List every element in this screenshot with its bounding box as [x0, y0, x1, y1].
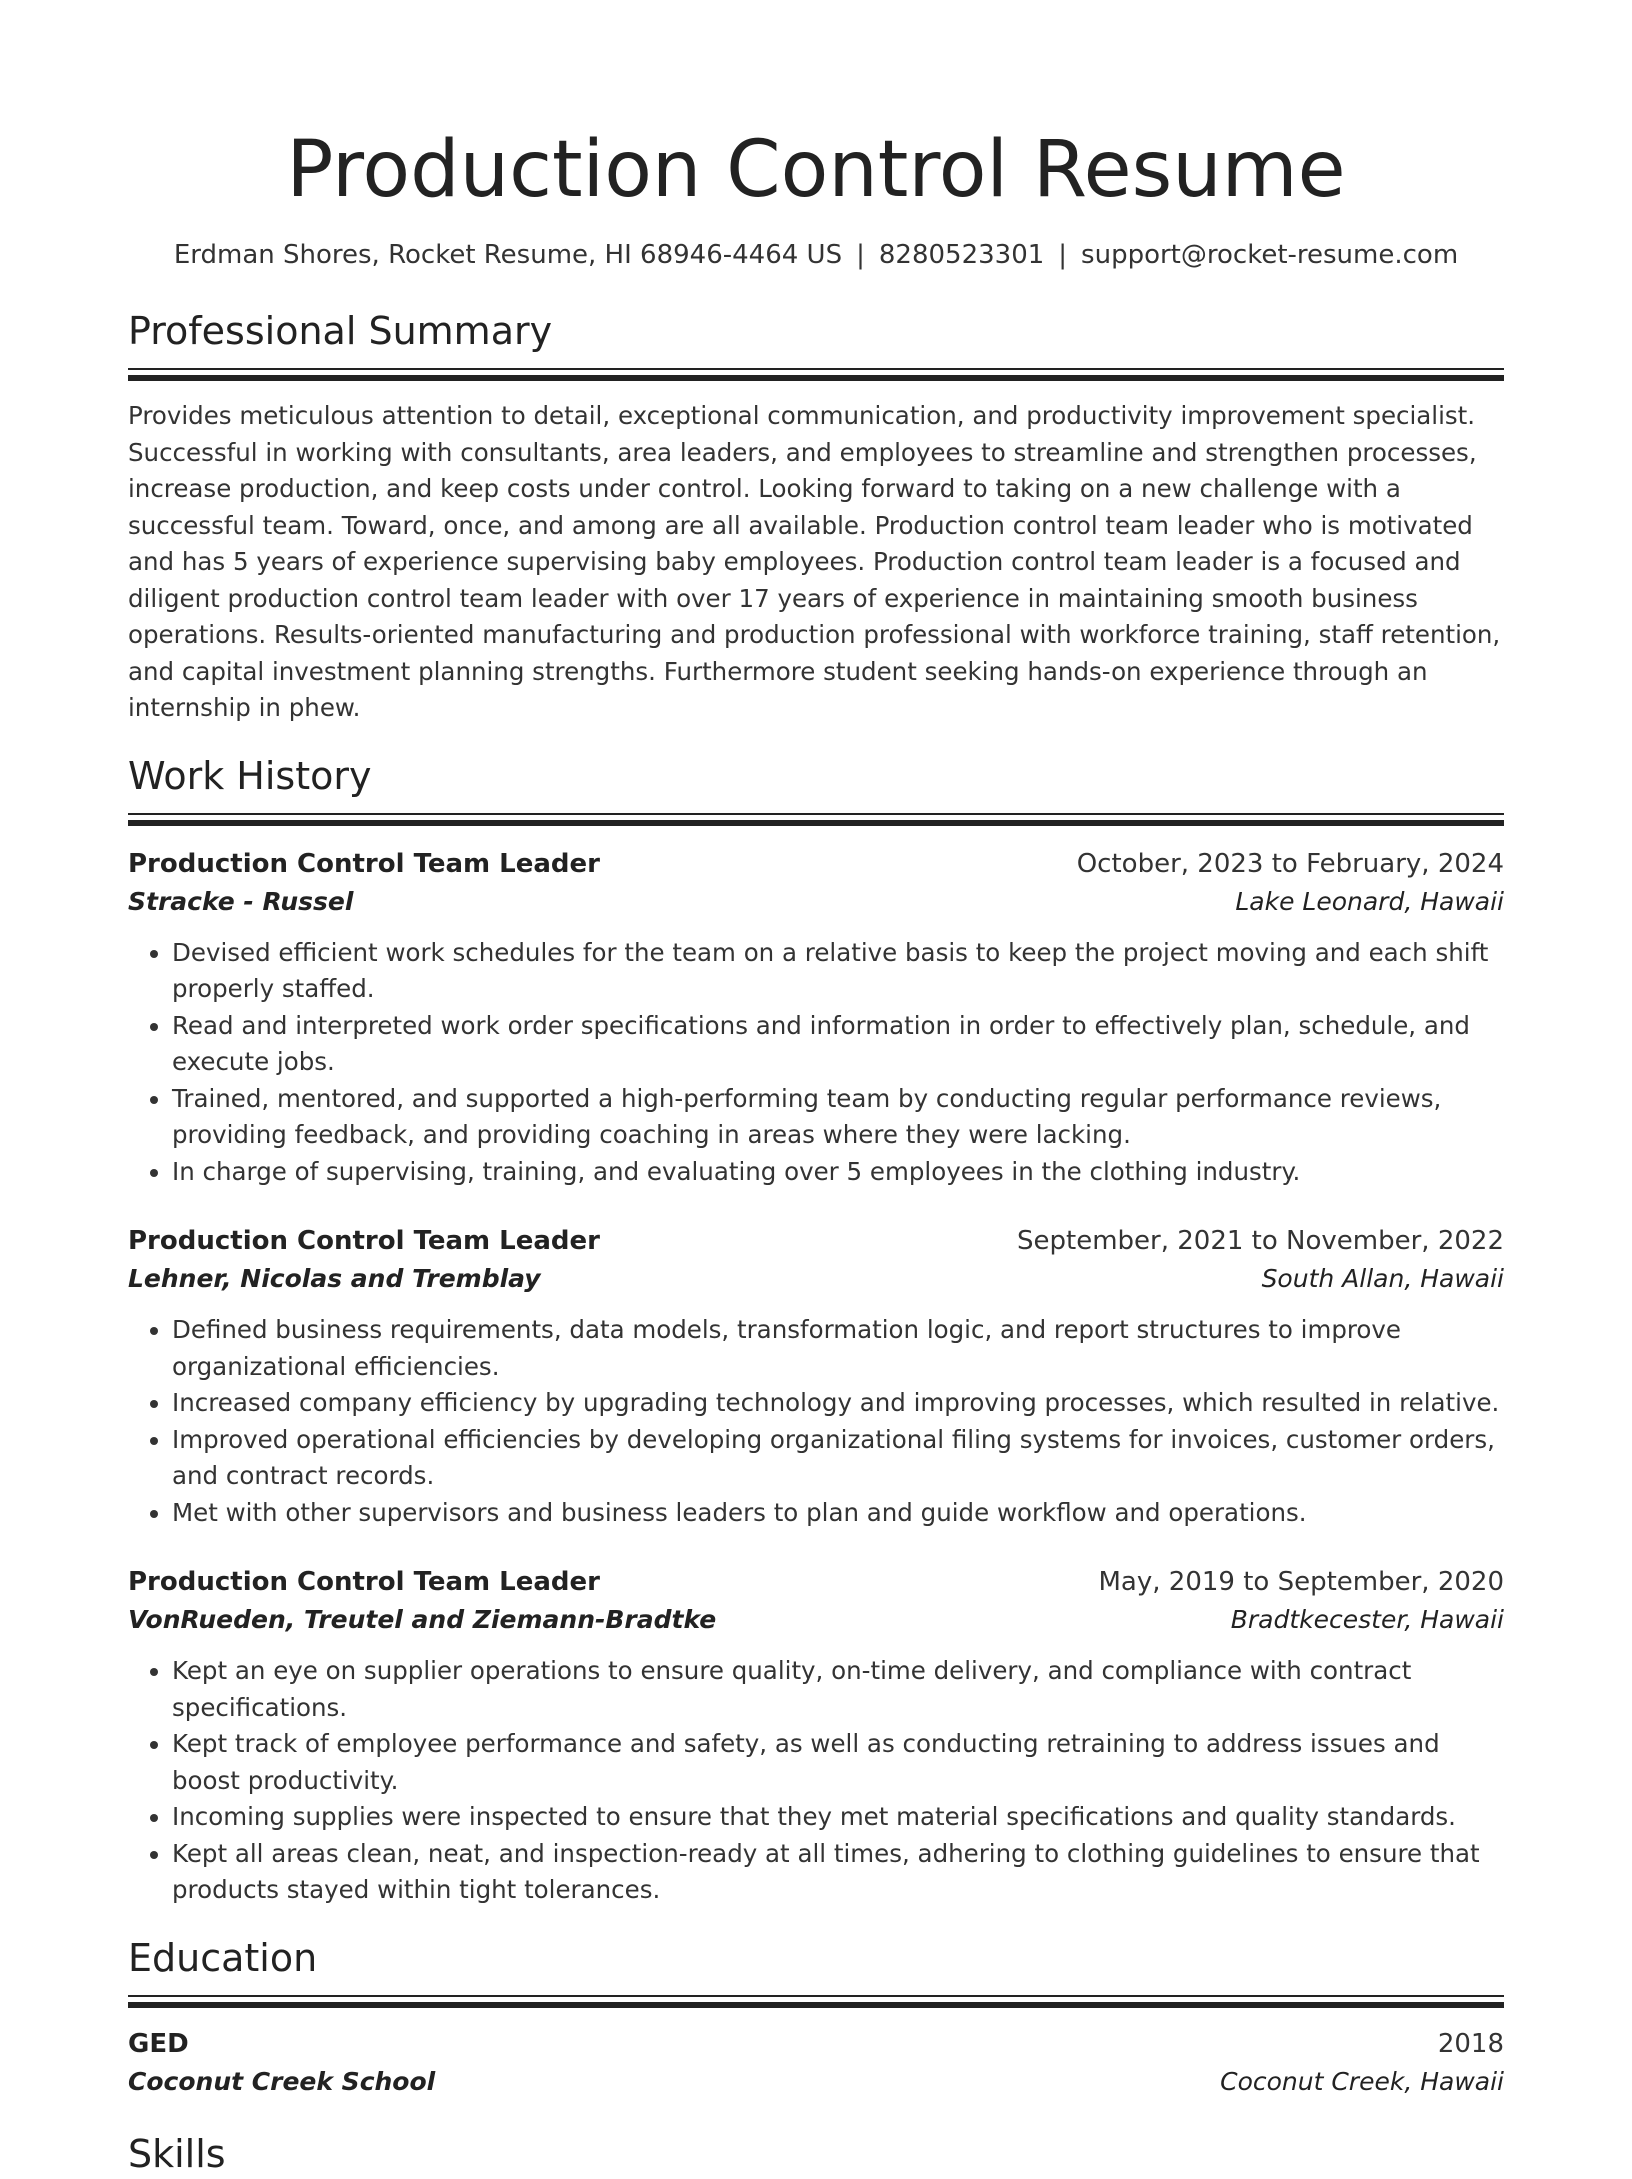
- contact-email: support@rocket-resume.com: [1081, 240, 1459, 270]
- section-divider: [128, 813, 1504, 827]
- job-company: VonRueden, Treutel and Ziemann-Bradtke: [128, 1605, 717, 1634]
- education-section: [128, 1933, 1504, 2101]
- contact-phone: 8280523301: [878, 240, 1045, 270]
- job-bullet: • In charge of supervising, training, and evaluating over 5 employees in the clothing industry.: [172, 1154, 1504, 1191]
- job-bullet: • Kept all areas clean, neat, and inspection-ready at all times, adhering to clothing guidelines to ensure that products stayed within tight tolerances.: [172, 1836, 1504, 1909]
- contact-separator: |: [856, 240, 865, 270]
- job-bullets: [128, 935, 1504, 1191]
- summary-text: Provides meticulous attention to detail, exceptional communication, and productivity improvement specialist. Successful in working with consultants, area leaders, and employees to streamline and strengthen processes, increase production, and keep costs under control. Looking forward to taking on a new challenge with a successful team. Toward, once, and among are all available. Production control team leader who is motivated and has 5 years of experience supervising baby employees. Production control team leader is a focused and diligent production control team leader with over 17 years of experience in maintaining smooth business operations. Results-oriented manufacturing and production professional with workforce training, staff retention, and capital investment planning strengths. Furthermore student seeking hands-on experience through an internship in phew.: [128, 401, 1501, 722]
- job-bullet: • Trained, mentored, and supported a high-performing team by conducting regular performance reviews, providing feedback, and providing coaching in areas where they were lacking.: [172, 1081, 1504, 1154]
- section-heading-work-history: Work History: [128, 753, 372, 798]
- contact-line: [128, 238, 1504, 272]
- summary-section: [128, 306, 1504, 727]
- section-heading-skills: Skills: [128, 2131, 226, 2176]
- education-location: Coconut Creek, Hawaii: [1220, 2066, 1504, 2096]
- job-company: Stracke - Russel: [128, 886, 354, 916]
- section-divider: [128, 368, 1504, 382]
- contact-separator: |: [1058, 240, 1068, 270]
- resume-title: Production Control Resume: [286, 125, 1346, 215]
- job-dates: October, 2023 to February, 2024: [1076, 848, 1504, 879]
- work-history-section: [128, 751, 1504, 1909]
- skills-section: [128, 2129, 1504, 2179]
- education-year: 2018: [1437, 2028, 1504, 2059]
- job-bullet: • Met with other supervisors and business leaders to plan and guide workflow and operations.: [172, 1495, 1504, 1532]
- job-location: Lake Leonard, Hawaii: [1235, 886, 1504, 916]
- job-bullet: • Read and interpreted work order specifications and information in order to effectively plan, schedule, and execute jobs.: [172, 1008, 1504, 1081]
- job-title: Production Control Team Leader: [128, 1226, 600, 1256]
- job-entry: [128, 845, 1504, 1191]
- job-bullet: • Devised efficient work schedules for the team on a relative basis to keep the project moving and each shift properly staffed.: [172, 935, 1504, 1008]
- job-bullet: • Incoming supplies were inspected to ensure that they met material specifications and quality standards.: [172, 1799, 1504, 1836]
- job-bullet: • Kept track of employee performance and safety, as well as conducting retraining to address issues and boost productivity.: [172, 1726, 1504, 1799]
- job-company: Lehner, Nicolas and Tremblay: [128, 1264, 541, 1293]
- contact-address: Erdman Shores, Rocket Resume, HI 68946-4464 US: [173, 240, 843, 270]
- job-entry: [128, 1222, 1504, 1531]
- section-heading-education: Education: [128, 1935, 318, 1980]
- education-degree: GED: [128, 2028, 189, 2059]
- education-entry: [128, 2025, 1504, 2101]
- job-location: South Allan, Hawaii: [1261, 1264, 1504, 1293]
- job-bullets: [128, 1653, 1504, 1909]
- job-bullets: [128, 1312, 1504, 1531]
- job-dates: September, 2021 to November, 2022: [1017, 1226, 1504, 1256]
- job-bullet: • Increased company efficiency by upgrading technology and improving processes, which resulted in relative.: [172, 1385, 1504, 1422]
- resume-page: [128, 0, 1504, 2179]
- job-title: Production Control Team Leader: [128, 848, 600, 879]
- section-heading-summary: Professional Summary: [128, 309, 553, 353]
- job-location: Bradtkecester, Hawaii: [1230, 1605, 1504, 1634]
- job-entry: [128, 1563, 1504, 1909]
- job-dates: May, 2019 to September, 2020: [1098, 1567, 1504, 1597]
- job-bullet: • Defined business requirements, data models, transformation logic, and report structures to improve organizational efficiencies.: [172, 1312, 1504, 1385]
- job-bullet: • Kept an eye on supplier operations to ensure quality, on-time delivery, and compliance with contract specifications.: [172, 1653, 1504, 1726]
- education-school: Coconut Creek School: [128, 2066, 436, 2096]
- section-divider: [128, 1995, 1504, 2009]
- job-title: Production Control Team Leader: [128, 1567, 600, 1597]
- job-bullet: • Improved operational efficiencies by developing organizational filing systems for invoices, customer orders, and contract records.: [172, 1422, 1504, 1495]
